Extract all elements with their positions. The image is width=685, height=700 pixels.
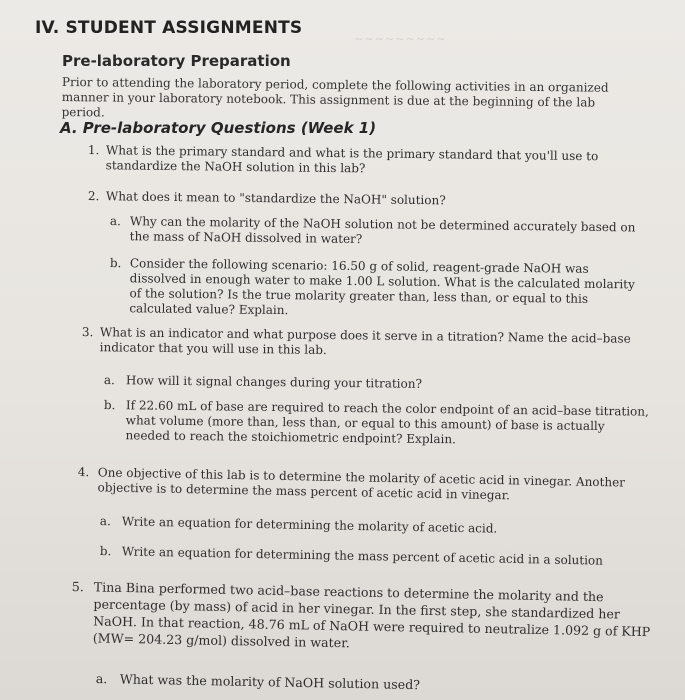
- question-5a: [96, 671, 636, 696]
- question-2b: [109, 256, 644, 323]
- question-1: [88, 143, 648, 180]
- sub-question-text: What was the molarity of NaOH solution used?: [119, 671, 421, 693]
- question-text: What is an indicator and what purpose does it serve in a titration? Name the acid–base indicator that you will use in this lab.: [99, 325, 631, 357]
- sub-question-letter: a.: [103, 373, 115, 388]
- question-number: 1.: [87, 143, 100, 158]
- question-number: 3.: [81, 325, 94, 340]
- sub-question-letter: a.: [99, 514, 111, 529]
- question-2: [88, 189, 648, 211]
- sub-question-letter: b.: [99, 544, 112, 559]
- question-3a: [104, 373, 644, 395]
- question-2a: [110, 214, 642, 250]
- sub-question-letter: b.: [103, 398, 116, 413]
- question-3b: [103, 398, 652, 450]
- question-text: Tina Bina performed two acid–base reactions to determine the molarity and the percentage (by mass) of acid in her vinegar. In the first step, she standardized her NaOH. In that reaction, 48.76 mL of NaOH were required to neutralize 1.092 g of KHP (MW= 204.23 g/mol) dissolved in water.: [92, 579, 651, 651]
- question-number: 4.: [77, 465, 90, 480]
- sub-question-text: If 22.60 mL of base are required to reach the color endpoint of an acid–base titration, what volume (more than, less than, or equal to this amount) of base is actually needed to reach the stoichiometric endpoint? Explain.: [125, 398, 649, 447]
- sub-question-letter: a.: [109, 214, 121, 229]
- sub-question-letter: a.: [95, 671, 108, 687]
- sub-question-text: Why can the molarity of the NaOH solution not be determined accurately based on the mass of NaOH dissolved in water?: [129, 214, 636, 247]
- question-4: [77, 465, 651, 506]
- question-number: 2.: [87, 189, 100, 204]
- sub-question-text: Consider the following scenario: 16.50 g of solid, reagent-grade NaOH was dissolved in enough water to make 1.00 L solution. What is the calculated molarity of the solution? Is the true molarity greater than, less than, or equal to this calculated value? Explain.: [129, 256, 635, 318]
- bleed-through-text: ~ ~ ~ ~ ~ ~ ~ ~ ~: [355, 31, 445, 46]
- subtitle: Pre-laboratory Preparation: [62, 52, 291, 70]
- question-text: What does it mean to "standardize the NaOH" solution?: [105, 189, 446, 208]
- section-title: IV. STUDENT ASSIGNMENTS: [35, 18, 303, 38]
- sub-question-letter: b.: [109, 256, 122, 271]
- intro-paragraph: Prior to attending the laboratory period, complete the following activities in an organized manner in your laboratory notebook. This assignment is due at the beginning of the lab period.: [61, 75, 609, 120]
- question-3: [82, 325, 650, 362]
- question-4b: [100, 544, 640, 569]
- part-a-heading: A. Pre-laboratory Questions (Week 1): [60, 119, 377, 137]
- sub-question-text: How will it signal changes during your titration?: [125, 373, 423, 391]
- question-text: One objective of this lab is to determine the molarity of acetic acid in vinegar. Another objective is to determine the mass percent of acetic acid in vinegar.: [97, 465, 626, 503]
- sub-question-text: Write an equation for determining the molarity of acetic acid.: [121, 514, 498, 536]
- sub-question-text: Write an equation for determining the mass percent of acetic acid in a solution: [121, 544, 604, 568]
- question-number: 5.: [71, 578, 85, 595]
- question-text: What is the primary standard and what is the primary standard that you'll use to standardize the NaOH solution in this lab?: [105, 143, 599, 176]
- question-4a: [100, 514, 640, 539]
- question-5: [71, 578, 664, 657]
